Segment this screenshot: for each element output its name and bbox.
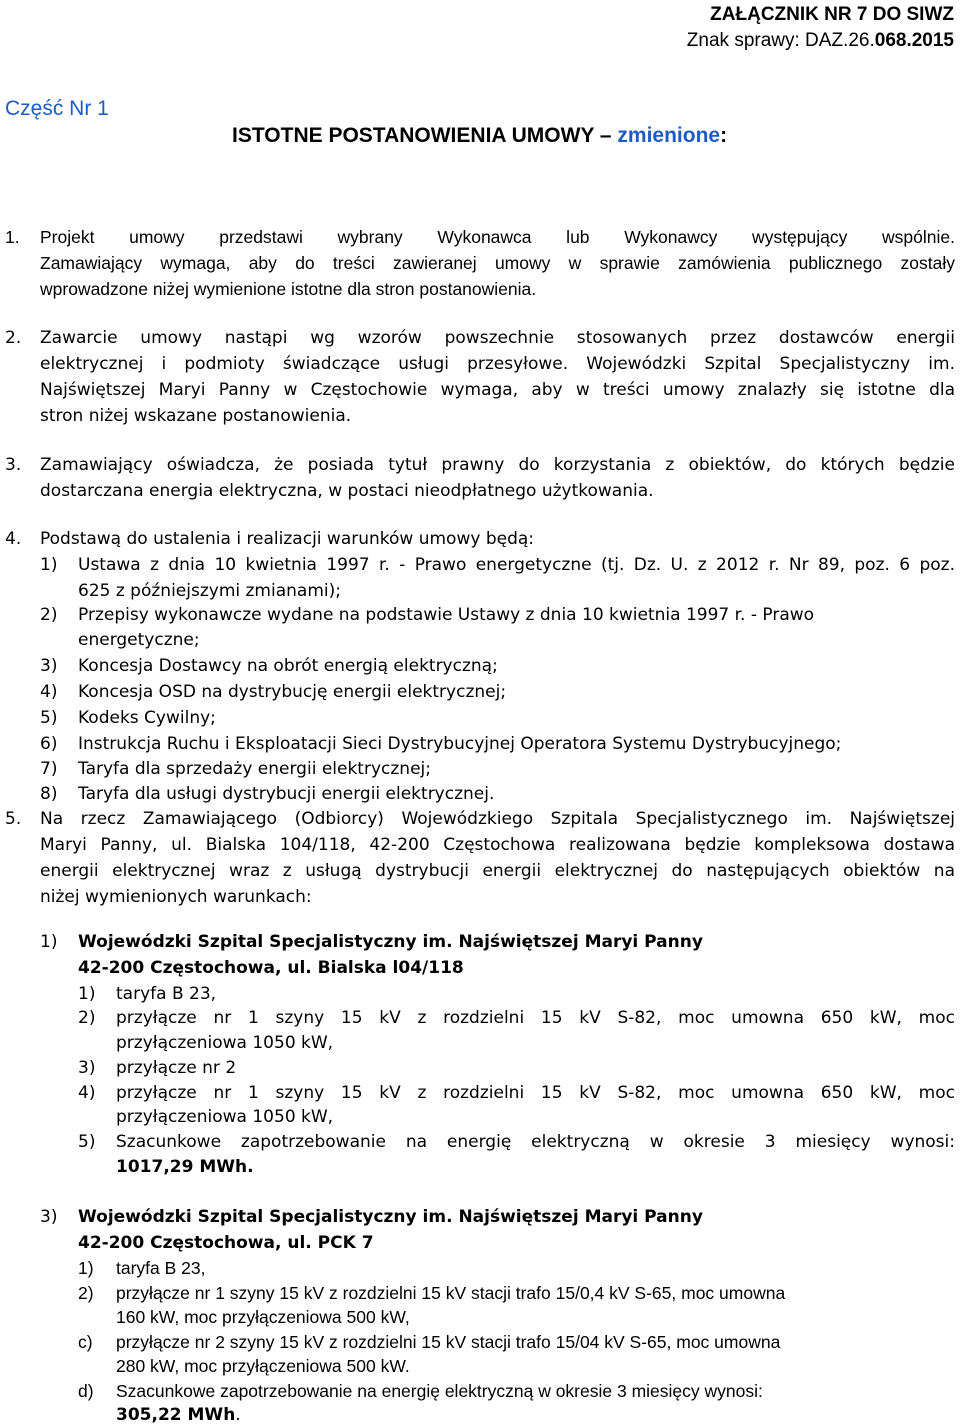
document-header [687, 2, 954, 54]
site-item-line: przyłączeniowa 1050 kW, [116, 1107, 334, 1127]
site-number: 3) [40, 1207, 58, 1227]
title-changed: zmienione [617, 124, 721, 147]
paragraph-line: Zawarcie umowy nastąpi wg wzorów powszechnie stosowanych przez dostawców energii [40, 328, 955, 348]
paragraph-number: 1. [5, 227, 20, 247]
site-item-line: przyłączeniowa 1050 kW, [116, 1033, 334, 1053]
paragraph-number: 5. [5, 809, 22, 829]
paragraph-line: Projekt umowy przedstawi wybrany Wykonawca lub Wykonawcy występujący wspólnie. [40, 227, 955, 247]
paragraph-line: niżej wymienionych warunkach: [40, 887, 312, 907]
paragraph-line: energii elektrycznej wraz z usługą dystrybucji energii elektrycznej do następujących obiektów na [40, 861, 955, 881]
paragraph-line: stron niżej wskazane postanowienia. [40, 406, 352, 426]
demand-value: 1017,29 MWh. [116, 1157, 254, 1177]
demand-value: 305,22 MWh [116, 1405, 236, 1425]
case-number-value: 068.2015 [874, 30, 954, 51]
paragraph-line: Zamawiający oświadcza, że posiada tytuł prawny do korzystania z obiektów, do których będzie [40, 455, 955, 475]
paragraph-line: elektrycznej i podmioty świadczące usługi przesyłowe. Wojewódzki Szpital Specjalistyczny im. [40, 354, 955, 374]
paragraph-number: 2. [5, 328, 22, 348]
paragraph-line: Maryi Panny, ul. Bialska 104/118, 42-200 Częstochowa realizowana będzie kompleksowa dostawa [40, 835, 955, 855]
page-title [232, 122, 727, 150]
title-main: ISTOTNE POSTANOWIENIA UMOWY – [232, 124, 618, 147]
site-item-line: 160 kW, moc przyłączeniowa 500 kW, [116, 1307, 410, 1327]
site-number: 1) [40, 932, 58, 952]
title-colon: : [720, 124, 728, 147]
demand-period: . [235, 1405, 241, 1425]
site-name: Wojewódzki Szpital Specjalistyczny im. Najświętszej Maryi Panny [78, 932, 703, 952]
paragraph-line: Najświętszej Maryi Panny w Częstochowie wymaga, aby w treści umowy znalazły się istotne dla [40, 380, 955, 400]
paragraph-intro: Podstawą do ustalenia i realizacji warunków umowy będą: [40, 529, 535, 549]
attachment-label: ZAŁĄCZNIK NR 7 DO SIWZ [710, 4, 954, 25]
paragraph-line: wprowadzone niżej wymienione istotne dla stron postanowienia. [40, 279, 537, 299]
list-item-line: energetyczne; [78, 630, 200, 650]
paragraph-number: 4. [5, 529, 22, 549]
paragraph-number: 3. [5, 455, 22, 475]
list-item-line: 625 z późniejszymi zmianami); [78, 581, 341, 601]
part-heading: Część Nr 1 [5, 97, 109, 120]
paragraph-line: Zamawiający wymaga, aby do treści zawieranej umowy w sprawie zamówienia publicznego zostały [40, 253, 955, 273]
paragraph-line: dostarczana energia elektryczna, w postaci nieodpłatnego użytkowania. [40, 481, 654, 501]
paragraph-line: Na rzecz Zamawiającego (Odbiorcy) Wojewódzkiego Szpitala Specjalistycznego im. Najświętszej [40, 809, 955, 829]
site-address: 42-200 Częstochowa, ul. PCK 7 [78, 1233, 374, 1253]
site-item-line: 280 kW, moc przyłączeniowa 500 kW. [116, 1356, 410, 1376]
site-name: Wojewódzki Szpital Specjalistyczny im. Najświętszej Maryi Panny [78, 1207, 703, 1227]
case-number-label: Znak sprawy: DAZ.26. [686, 30, 875, 51]
site-address: 42-200 Częstochowa, ul. Bialska l04/118 [78, 958, 464, 978]
